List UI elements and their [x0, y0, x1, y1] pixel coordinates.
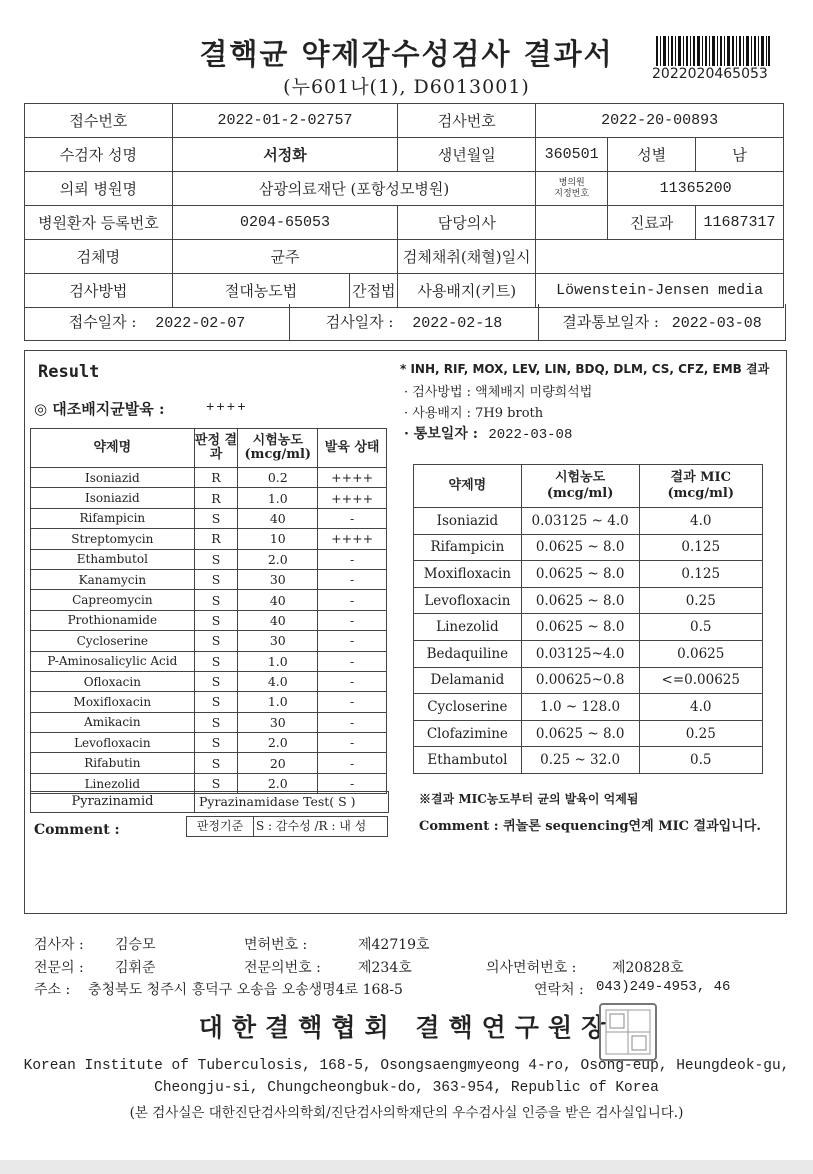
sex-label: 성별 — [608, 138, 696, 172]
judgment: S — [194, 610, 238, 630]
specimen-label: 검체명 — [25, 240, 173, 274]
header-row — [25, 138, 784, 172]
header-row — [25, 172, 784, 206]
growth-status: - — [318, 753, 387, 773]
collect-label: 검체채취(채혈)일시 — [398, 240, 536, 274]
criteria-label: 판정기준 — [187, 817, 254, 836]
test-concentration: 0.03125 ~ 4.0 — [521, 508, 639, 535]
drug-name: Linezolid — [31, 773, 195, 793]
table-row — [31, 712, 387, 732]
growth-status: - — [318, 549, 387, 569]
hospital-code-label-1: 병의원 — [558, 177, 585, 188]
drug-name: Rifampicin — [414, 534, 522, 561]
patient-name: 서정화 — [172, 138, 397, 172]
mic-note-drugs: * INH, RIF, MOX, LEV, LIN, BDQ, DLM, CS, CFZ, EMB 결과 — [400, 362, 770, 376]
received-value: 2022-02-07 — [155, 315, 246, 332]
mic-report-date — [404, 423, 572, 443]
hospital-code-label-2: 지정번호 — [554, 188, 590, 199]
judgment: S — [194, 508, 238, 528]
mic-result: 0.25 — [639, 720, 763, 747]
drug-name: Prothionamide — [31, 610, 195, 630]
test-concentration: 0.25 ~ 32.0 — [521, 747, 639, 774]
table-header-row — [414, 465, 763, 508]
table-row — [414, 640, 763, 667]
growth-status: ++++ — [318, 488, 387, 508]
tester-label: 검사자 : — [34, 937, 84, 953]
test-concentration: 1.0 ~ 128.0 — [521, 694, 639, 721]
table-row — [414, 747, 763, 774]
drug-name: Levofloxacin — [414, 587, 522, 614]
judgment: S — [194, 692, 238, 712]
table-row — [31, 529, 387, 549]
tested-label: 검사일자 : — [325, 313, 394, 331]
judgment: S — [194, 631, 238, 651]
growth-status: - — [318, 773, 387, 793]
contact-label: 연락처 : — [534, 982, 584, 998]
specialist-no-label: 전문의번호 : — [244, 960, 321, 976]
table-header-row — [31, 429, 387, 468]
result-title: Result — [38, 362, 100, 382]
test-no-label: 검사번호 — [398, 104, 536, 138]
mic-result: 0.125 — [639, 561, 763, 588]
judgment: S — [194, 733, 238, 753]
institute-address-en-2: Cheongju-si, Chungcheongbuk-do, 363-954, Republic of Korea — [154, 1080, 659, 1096]
header-row — [25, 274, 784, 308]
table-row — [31, 569, 387, 589]
drug-name: Cycloserine — [414, 694, 522, 721]
test-concentration: 2.0 — [238, 733, 318, 753]
judgment: S — [194, 549, 238, 569]
received-date — [25, 304, 290, 340]
test-concentration: 20 — [238, 753, 318, 773]
test-concentration: 0.0625 ~ 8.0 — [521, 587, 639, 614]
reported-value: 2022-03-08 — [671, 315, 762, 332]
method-label: 검사방법 — [25, 274, 173, 308]
institute-address-en-1: Korean Institute of Tuberculosis, 168-5, Osongsaengmyeong 4-ro, Osong-eup, Heungdeok-gu, — [23, 1058, 790, 1074]
drug-name: Ofloxacin — [31, 671, 195, 691]
judgment: S — [194, 569, 238, 589]
mic-report-date-value: 2022-03-08 — [488, 427, 573, 443]
growth-status: - — [318, 671, 387, 691]
column-header: 판정 결과 — [194, 429, 238, 468]
column-header: 약제명 — [31, 429, 195, 468]
barcode-number: 2022020465053 — [652, 66, 768, 82]
address: 충청북도 청주시 흥덕구 오송읍 오송생명4로 168-5 — [88, 982, 403, 998]
mic-result: 4.0 — [639, 694, 763, 721]
reported-date — [539, 304, 785, 340]
table-row — [31, 468, 387, 488]
table-row — [414, 587, 763, 614]
judgment: S — [194, 651, 238, 671]
growth-status: - — [318, 508, 387, 528]
mic-result: 0.5 — [639, 614, 763, 641]
test-concentration: 30 — [238, 631, 318, 651]
pyrazinamid-row — [30, 791, 389, 813]
mic-report-date-label: · 통보일자 : — [404, 426, 478, 442]
growth-status: - — [318, 569, 387, 589]
method-1: 절대농도법 — [172, 274, 349, 308]
hospital: 삼광의료재단 (포항성모병원) — [172, 172, 535, 206]
growth-status: - — [318, 712, 387, 732]
birth: 360501 — [536, 138, 608, 172]
drug-name: Levofloxacin — [31, 733, 195, 753]
drug-name: Rifampicin — [31, 508, 195, 528]
table-row — [31, 508, 387, 528]
reception-no: 2022-01-2-02757 — [172, 104, 397, 138]
specialist-no: 제234호 — [358, 960, 412, 976]
test-concentration: 1.0 — [238, 692, 318, 712]
judgment: S — [194, 590, 238, 610]
table-row — [414, 508, 763, 535]
column-header: 발육 상태 — [318, 429, 387, 468]
sex: 남 — [696, 138, 784, 172]
reception-no-label: 접수번호 — [25, 104, 173, 138]
control-value: ++++ — [206, 400, 248, 416]
test-concentration: 30 — [238, 569, 318, 589]
drug-name: Isoniazid — [31, 468, 195, 488]
test-concentration: 2.0 — [238, 773, 318, 793]
test-concentration: 2.0 — [238, 549, 318, 569]
mic-result: 0.5 — [639, 747, 763, 774]
drug-name: Bedaquiline — [414, 640, 522, 667]
specialist: 김휘준 — [115, 960, 156, 976]
test-concentration: 0.2 — [238, 468, 318, 488]
medium: Löwenstein-Jensen media — [536, 274, 784, 308]
growth-status: - — [318, 590, 387, 610]
test-concentration: 0.0625 ~ 8.0 — [521, 614, 639, 641]
table-row — [31, 590, 387, 610]
doctor — [536, 206, 608, 240]
table-row — [31, 692, 387, 712]
judgment: S — [194, 671, 238, 691]
specimen: 균주 — [172, 240, 397, 274]
test-concentration: 0.0625 ~ 8.0 — [521, 534, 639, 561]
institute-name: 대한결핵협회 결핵연구원장 — [198, 1013, 615, 1042]
growth-status: ++++ — [318, 468, 387, 488]
drug-name: P-Aminosalicylic Acid — [31, 651, 195, 671]
mic-result: 4.0 — [639, 508, 763, 535]
drug-name: Amikacin — [31, 712, 195, 732]
test-concentration: 10 — [238, 529, 318, 549]
doctor-label: 담당의사 — [398, 206, 536, 240]
judgment: S — [194, 773, 238, 793]
pyrazinamid-result: Pyrazinamidase Test( S ) — [199, 794, 356, 809]
test-concentration: 40 — [238, 590, 318, 610]
tested-value: 2022-02-18 — [412, 315, 503, 332]
judgment: R — [194, 468, 238, 488]
reported-label: 결과통보일자 : — [562, 313, 659, 331]
medium-label: 사용배지(키트) — [398, 274, 536, 308]
mic-result: 0.25 — [639, 587, 763, 614]
growth-status: - — [318, 651, 387, 671]
license: 제42719호 — [358, 937, 430, 953]
birth-label: 생년월일 — [398, 138, 536, 172]
test-no: 2022-20-00893 — [536, 104, 784, 138]
test-concentration: 40 — [238, 508, 318, 528]
mic-result: <=0.00625 — [639, 667, 763, 694]
drug-name: Isoniazid — [31, 488, 195, 508]
collect — [536, 240, 784, 274]
test-concentration: 40 — [238, 610, 318, 630]
drug-name: Capreomycin — [31, 590, 195, 610]
method-2: 간접법 — [350, 274, 398, 308]
pyrazinamid-name: Pyrazinamid — [31, 792, 195, 812]
judgment: S — [194, 753, 238, 773]
dept: 11687317 — [696, 206, 784, 240]
mic-note-medium: · 사용배지 : 7H9 broth — [404, 406, 544, 421]
judgment: R — [194, 488, 238, 508]
table-row — [31, 610, 387, 630]
patient-name-label: 수검자 성명 — [25, 138, 173, 172]
test-concentration: 0.0625 ~ 8.0 — [521, 561, 639, 588]
certification-notice: (본 검사실은 대한진단검사의학회/진단검사의학재단의 우수검사실 인증을 받은 검사실입니다.) — [129, 1105, 684, 1121]
document-title: 결핵균 약제감수성검사 결과서 — [199, 37, 614, 71]
patient-reg-label: 병원환자 등록번호 — [25, 206, 173, 240]
received-label: 접수일자 : — [68, 313, 137, 331]
address-label: 주소 : — [34, 982, 71, 998]
doctor-license-label: 의사면허번호 : — [486, 960, 577, 976]
test-concentration: 0.0625 ~ 8.0 — [521, 720, 639, 747]
doctor-license: 제20828호 — [612, 960, 684, 976]
drug-name: Moxifloxacin — [414, 561, 522, 588]
license-label: 면허번호 : — [244, 937, 308, 953]
drug-susceptibility-table — [30, 428, 387, 794]
hospital-label: 의뢰 병원명 — [25, 172, 173, 206]
specialist-label: 전문의 : — [34, 960, 84, 976]
control-label: ◎ 대조배지균발육 : — [34, 400, 165, 418]
test-concentration: 1.0 — [238, 488, 318, 508]
drug-name: Cycloserine — [31, 631, 195, 651]
header-row — [25, 104, 784, 138]
table-row — [414, 561, 763, 588]
table-row — [31, 488, 387, 508]
table-row — [414, 694, 763, 721]
judgment: S — [194, 712, 238, 732]
column-header: 약제명 — [414, 465, 522, 508]
column-header: 시험농도 (mcg/ml) — [521, 465, 639, 508]
column-header: 결과 MIC (mcg/ml) — [639, 465, 763, 508]
dates-row — [24, 304, 786, 341]
table-row — [31, 631, 387, 651]
patient-info-table — [24, 103, 784, 308]
mic-note-method: · 검사방법 : 액체배지 미량희석법 — [404, 385, 593, 400]
header-row — [25, 206, 784, 240]
drug-name: Clofazimine — [414, 720, 522, 747]
judgment: R — [194, 529, 238, 549]
barcode-icon — [656, 36, 770, 66]
mic-table — [413, 464, 763, 774]
mic-result: 0.0625 — [639, 640, 763, 667]
test-concentration: 0.00625~0.8 — [521, 667, 639, 694]
hospital-code-label — [536, 172, 608, 206]
page-bottom-edge — [0, 1160, 813, 1174]
official-seal-icon — [598, 1002, 658, 1062]
table-row — [31, 651, 387, 671]
drug-name: Linezolid — [414, 614, 522, 641]
table-row — [31, 733, 387, 753]
mic-result: 0.125 — [639, 534, 763, 561]
drug-name: Moxifloxacin — [31, 692, 195, 712]
table-row — [414, 534, 763, 561]
growth-status: - — [318, 631, 387, 651]
drug-name: Rifabutin — [31, 753, 195, 773]
growth-status: ++++ — [318, 529, 387, 549]
drug-name: Delamanid — [414, 667, 522, 694]
dept-label: 진료과 — [608, 206, 696, 240]
column-header: 시험농도 (mcg/ml) — [238, 429, 318, 468]
criteria-text: S : 감수성 /R : 내 성 — [256, 819, 367, 833]
patient-reg: 0204-65053 — [172, 206, 397, 240]
header-row — [25, 240, 784, 274]
growth-status: - — [318, 610, 387, 630]
hospital-code: 11365200 — [608, 172, 784, 206]
growth-status: - — [318, 692, 387, 712]
tester: 김승모 — [115, 937, 156, 953]
test-concentration: 4.0 — [238, 671, 318, 691]
table-row — [31, 671, 387, 691]
mic-comment: Comment : 퀴놀론 sequencing연계 MIC 결과입니다. — [419, 819, 761, 834]
mic-footnote: ※결과 MIC농도부터 균의 발육이 억제됨 — [419, 792, 639, 806]
drug-name: Isoniazid — [414, 508, 522, 535]
drug-name: Kanamycin — [31, 569, 195, 589]
table-row — [414, 667, 763, 694]
test-concentration: 1.0 — [238, 651, 318, 671]
drug-name: Ethambutol — [414, 747, 522, 774]
contact: 043)249-4953, 46 — [596, 979, 731, 995]
table-row — [31, 549, 387, 569]
criteria-box — [186, 816, 388, 837]
table-row — [414, 614, 763, 641]
tested-date — [290, 304, 539, 340]
table-row — [31, 753, 387, 773]
growth-status: - — [318, 733, 387, 753]
document-subtitle: (누601나(1), D6013001) — [283, 76, 530, 98]
comment-label: Comment : — [34, 822, 120, 838]
table-row — [414, 720, 763, 747]
drug-name: Ethambutol — [31, 549, 195, 569]
test-concentration: 30 — [238, 712, 318, 732]
test-concentration: 0.03125~4.0 — [521, 640, 639, 667]
drug-name: Streptomycin — [31, 529, 195, 549]
